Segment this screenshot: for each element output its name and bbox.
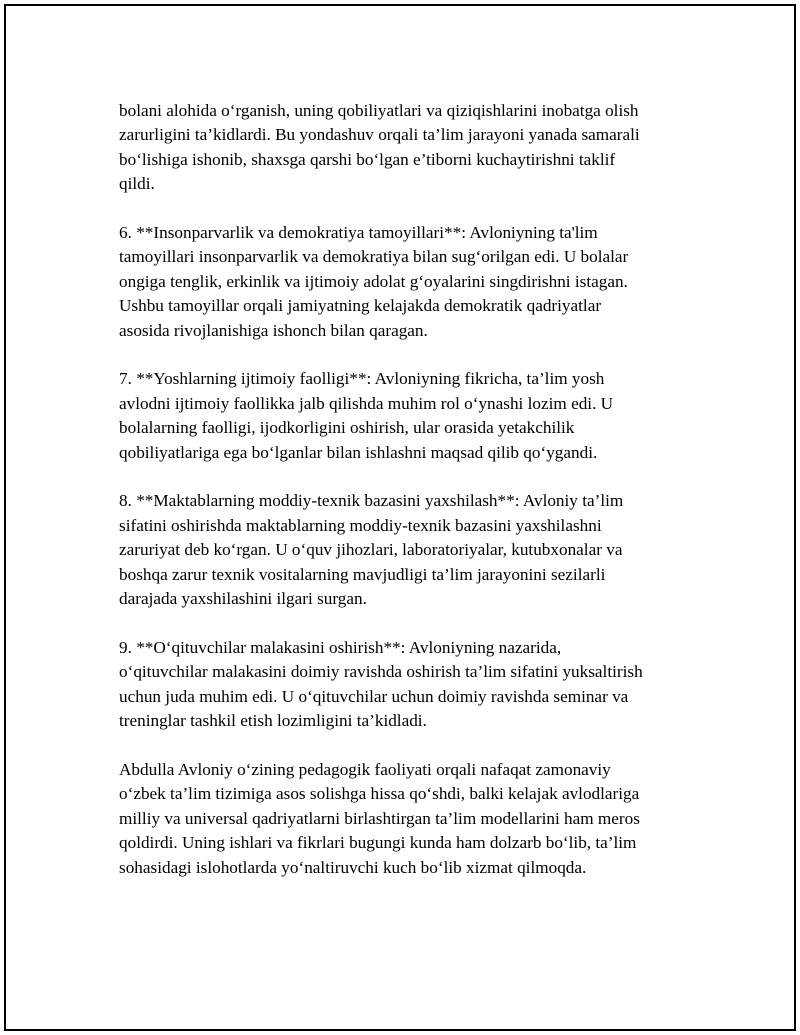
paragraph-item-6 [119, 221, 691, 343]
paragraph-item-7 [119, 367, 691, 465]
text-line: o‘zbek ta’lim tizimiga asos solishga hissa qo‘shdi, balki kelajak avlodlariga [119, 784, 640, 804]
text-line: sohasidagi islohotlarda yo‘naltiruvchi kuch bo‘lib xizmat qilmoqda. [119, 857, 587, 877]
text-line: qobiliyatlariga ega bo‘lganlar bilan ishlashni maqsad qilib qo‘ygandi. [119, 442, 598, 462]
text-line: uchun juda muhim edi. U o‘qituvchilar uchun doimiy ravishda seminar va [119, 686, 629, 706]
text-line: sifatini oshirishda maktablarning moddiy-texnik bazasini yaxshilashni [119, 515, 602, 535]
text-line: 8. **Maktablarning moddiy-texnik bazasini yaxshilash**: Avloniy ta’lim [119, 491, 624, 511]
text-line: qildi. [119, 174, 155, 194]
page-frame [4, 4, 796, 1031]
text-line: treninglar tashkil etish lozimligini ta’kidladi. [119, 711, 427, 731]
text-line: boshqa zarur texnik vositalarning mavjudligi ta’lim jarayonini sezilarli [119, 564, 606, 584]
text-line: milliy va universal qadriyatlarni birlashtirgan ta’lim modellarini ham meros [119, 808, 640, 828]
text-line: bo‘lishiga ishonib, shaxsga qarshi bo‘lgan e’tiborni kuchaytirishni taklif [119, 149, 616, 169]
text-line: bolalarning faolligi, ijodkorligini oshirish, ular orasida yetakchilik [119, 418, 575, 438]
text-line: bolani alohida o‘rganish, uning qobiliyatlari va qiziqishlarini inobatga olish [119, 101, 639, 120]
text-line: zaruriyat deb ko‘rgan. U o‘quv jihozlari, laboratoriyalar, kutubxonalar va [119, 540, 623, 560]
text-line: ongiga tenglik, erkinlik va ijtimoiy adolat g‘oyalarini singdirishni istagan. [119, 271, 628, 291]
text-line: zarurligini ta’kidlardi. Bu yondashuv orqali ta’lim jarayoni yanada samarali [119, 125, 640, 145]
text-line: avlodni ijtimoiy faollikka jalb qilishda muhim rol o‘ynashi lozim edi. U [119, 393, 614, 413]
paragraph-item-8 [119, 489, 691, 611]
text-line: qoldirdi. Uning ishlari va fikrlari bugungi kunda ham dolzarb bo‘lib, ta’lim [119, 833, 637, 853]
text-line: 9. **O‘qituvchilar malakasini oshirish**: Avloniyning nazarida, [119, 637, 562, 657]
document-body [119, 99, 691, 904]
text-line: Abdulla Avloniy o‘zining pedagogik faoliyati orqali nafaqat zamonaviy [119, 759, 611, 779]
paragraph-item-9 [119, 636, 691, 734]
text-line: 6. **Insonparvarlik va demokratiya tamoyillari**: Avloniyning ta'lim [119, 223, 598, 243]
paragraph-continuation [119, 99, 691, 197]
text-line: o‘qituvchilar malakasini doimiy ravishda oshirish ta’lim sifatini yuksaltirish [119, 662, 643, 682]
text-line: darajada yaxshilashini ilgari surgan. [119, 589, 367, 609]
text-line: 7. **Yoshlarning ijtimoiy faolligi**: Avloniyning fikricha, ta’lim yosh [119, 369, 605, 389]
paragraph-conclusion [119, 758, 691, 880]
text-line: tamoyillari insonparvarlik va demokratiya bilan sug‘orilgan edi. U bolalar [119, 247, 629, 267]
text-line: asosida rivojlanishiga ishonch bilan qaragan. [119, 320, 428, 340]
text-line: Ushbu tamoyillar orqali jamiyatning kelajakda demokratik qadriyatlar [119, 296, 602, 316]
